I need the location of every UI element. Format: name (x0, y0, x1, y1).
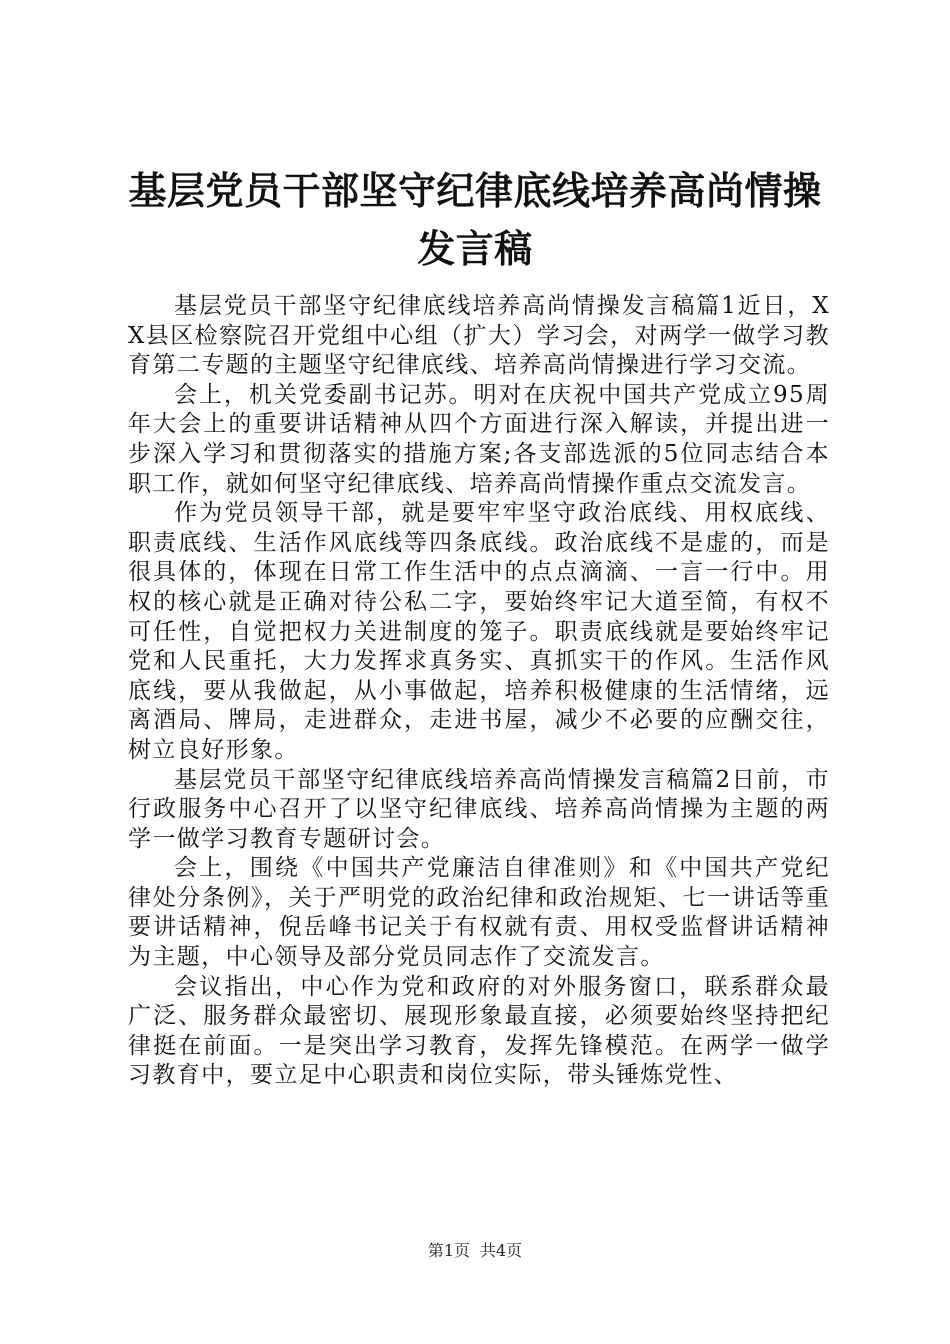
document-title: 基层党员干部坚守纪律底线培养高尚情操发言稿 (128, 168, 822, 271)
paragraph-4: 基层党员干部坚守纪律底线培养高尚情操发言稿篇2日前，市行政服务中心召开了以坚守纪律底线、培养高尚情操为主题的两学一做学习教育专题研讨会。 (128, 766, 830, 852)
page-total: 共4页 (480, 1241, 523, 1260)
paragraph-5: 会上，围绕《中国共产党廉洁自律准则》和《中国共产党纪律处分条例》，关于严明党的政治纪律和政治规矩、七一讲话等重要讲话精神，倪岳峰书记关于有权就有责、用权受监督讲话精神为主题，中心领导及部分党员同志作了交流发言。 (128, 855, 830, 971)
page-footer (0, 1240, 950, 1262)
page-number: 第1页 (427, 1241, 470, 1260)
document-body (128, 292, 830, 1091)
paragraph-2: 会上，机关党委副书记苏。明对在庆祝中国共产党成立95周年大会上的重要讲话精神从四个方面进行深入解读，并提出进一步深入学习和贯彻落实的措施方案;各支部选派的5位同志结合本职工作，就如何坚守纪律底线、培养高尚情操作重点交流发言。 (128, 381, 830, 497)
paragraph-1: 基层党员干部坚守纪律底线培养高尚情操发言稿篇1近日，XX县区检察院召开党组中心组（扩大）学习会，对两学一做学习教育第二专题的主题坚守纪律底线、培养高尚情操进行学习交流。 (128, 293, 830, 379)
paragraph-6: 会议指出，中心作为党和政府的对外服务窗口，联系群众最广泛、服务群众最密切、展现形象最直接，必须要始终坚持把纪律挺在前面。一是突出学习教育，发挥先锋模范。在两学一做学习教育中，要立足中心职责和岗位实际，带头锤炼党性、 (128, 973, 830, 1089)
paragraph-3: 作为党员领导干部，就是要牢牢坚守政治底线、用权底线、职责底线、生活作风底线等四条底线。政治底线不是虚的，而是很具体的，体现在日常工作生活中的点点滴滴、一言一行中。用权的核心就是正确对待公私二字，要始终牢记大道至简，有权不可任性，自觉把权力关进制度的笼子。职责底线就是要始终牢记党和人民重托，大力发挥求真务实、真抓实干的作风。生活作风底线，要从我做起，从小事做起，培养积极健康的生活情绪，远离酒局、牌局，走进群众，走进书屋，减少不必要的应酬交往，树立良好形象。 (128, 500, 830, 763)
